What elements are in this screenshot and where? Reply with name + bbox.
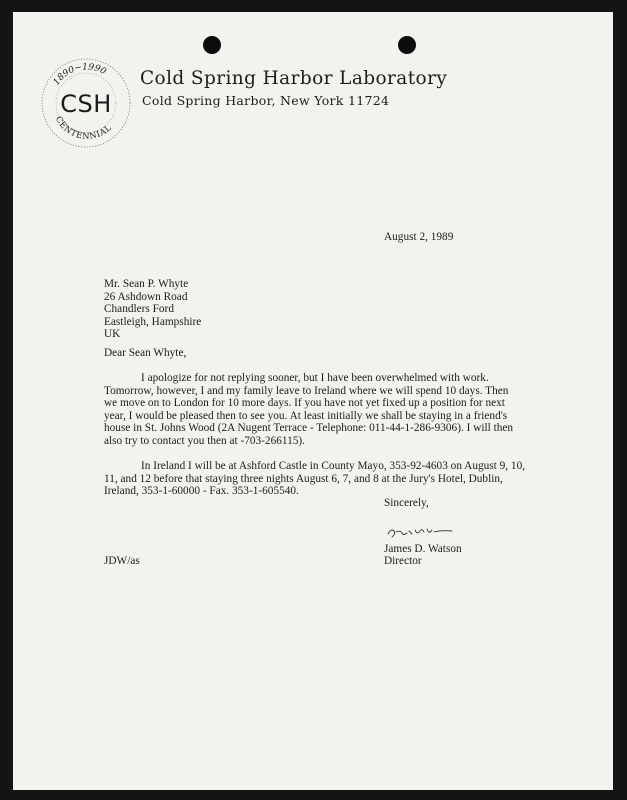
recipient-line: Eastleigh, Hampshire <box>104 315 202 328</box>
paragraph-line: 11, and 12 before that staying three nights August 6, 7, and 8 at the Jury's Hotel, Dublin, <box>104 472 503 485</box>
paragraph-line: also try to contact you then at -703-266115). <box>104 434 305 447</box>
paragraph-line: house in St. Johns Wood (2A Nugent Terrace - Telephone: 011-44-1-286-9306). I will then <box>104 422 514 435</box>
logo-ring-text: CENTENNIAL <box>53 114 114 141</box>
salutation: Dear Sean Whyte, <box>104 347 187 359</box>
body-paragraph-1 <box>104 372 513 448</box>
paragraph-line: year, I would be pleased then to see you. At least initially we shall be staying in a friend's <box>104 409 508 422</box>
recipient-line: Mr. Sean P. Whyte <box>104 278 189 290</box>
closing: Sincerely, <box>384 497 429 509</box>
paragraph-line: I apologize for not replying sooner, but I have been overwhelmed with work. <box>141 372 489 384</box>
logo-monogram: CSH <box>60 90 112 118</box>
centennial-logo <box>40 57 132 149</box>
punch-hole-left <box>203 36 221 54</box>
paragraph-line: Ireland, 353-1-60000 - Fax. 353-1-605540. <box>104 485 299 498</box>
punch-hole-right <box>398 36 416 54</box>
signer-title: Director <box>384 555 422 567</box>
recipient-line: 26 Ashdown Road <box>104 290 188 303</box>
handwritten-signature <box>384 520 456 542</box>
typist-initials: JDW/as <box>104 555 140 567</box>
recipient-line: UK <box>104 328 121 341</box>
letter-date: August 2, 1989 <box>384 231 454 243</box>
organization-address: Cold Spring Harbor, New York 11724 <box>142 93 390 108</box>
recipient-address <box>104 278 201 341</box>
organization-name: Cold Spring Harbor Laboratory <box>140 68 448 89</box>
logo-years: 1890~1990 <box>51 62 108 88</box>
paragraph-line: we move on to London for 10 more days. If you have not yet fixed up a position for next <box>104 397 505 410</box>
paragraph-line: Tomorrow, however, I and my family leave to Ireland where we will spend 10 days. Then <box>104 384 509 397</box>
recipient-line: Chandlers Ford <box>104 303 174 316</box>
signer-name: James D. Watson <box>384 543 462 555</box>
letter-page <box>13 12 613 790</box>
paragraph-line: In Ireland I will be at Ashford Castle in County Mayo, 353-92-4603 on August 9, 10, <box>141 460 526 472</box>
body-paragraph-2 <box>104 460 525 498</box>
